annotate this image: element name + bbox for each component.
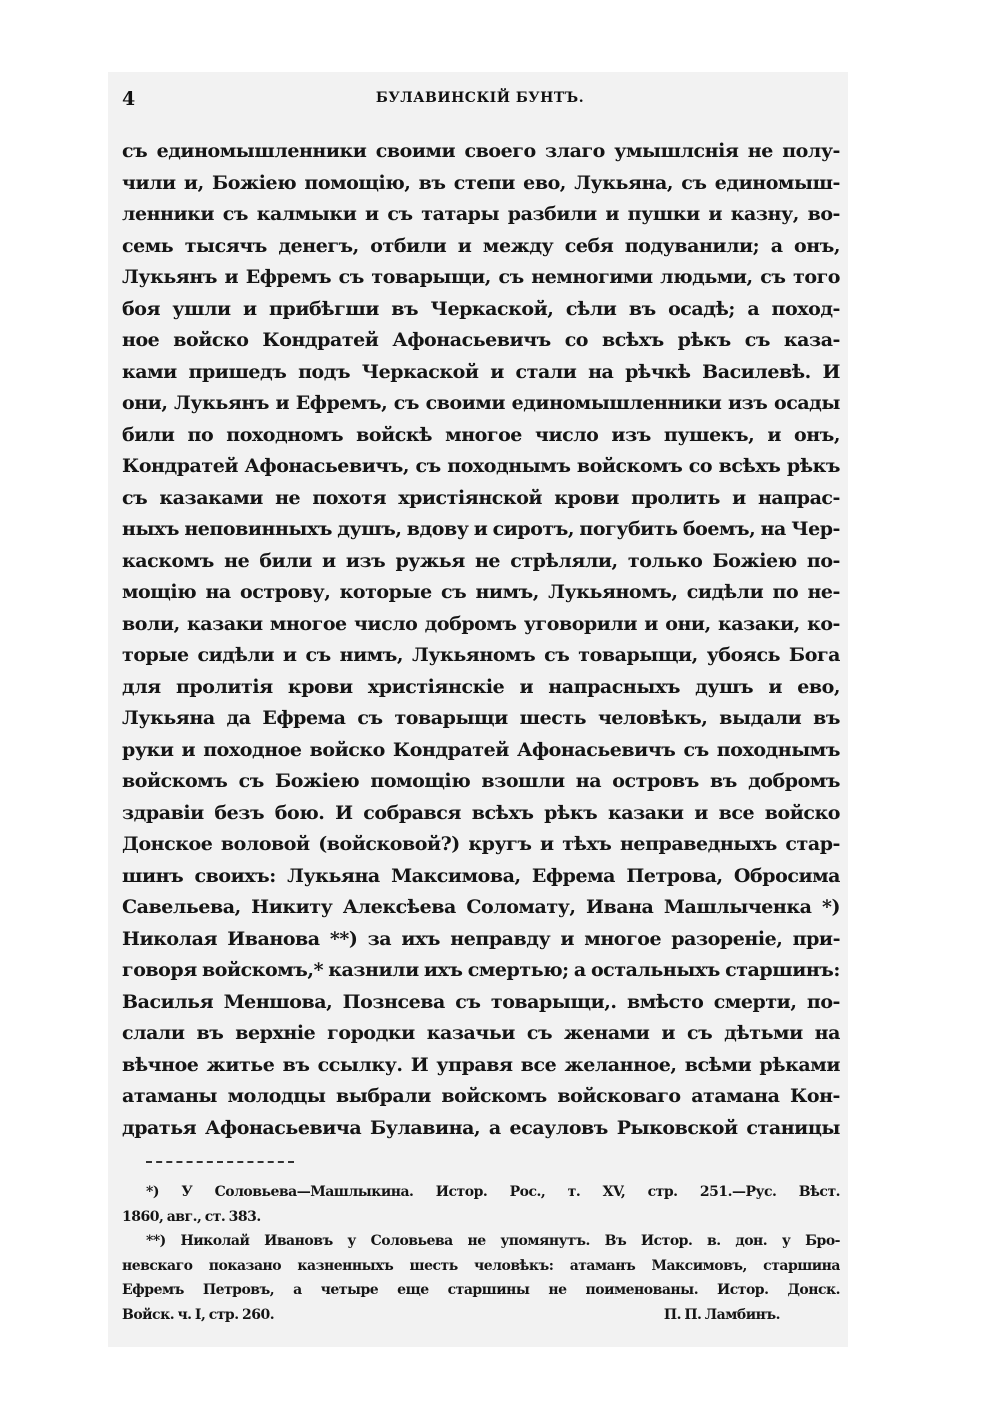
author-signature: П. П. Ламбинъ. xyxy=(663,1306,780,1323)
text-line: воли, казаки многое число добромъ уговорили и они, казаки, ко- xyxy=(122,612,840,635)
text-line: атаманы молодцы выбрали войскомъ войсковаго атамана Кон- xyxy=(122,1085,840,1107)
text-line: ками пришедъ подъ Черкаской и стали на рѣчкѣ Василевѣ. И xyxy=(122,360,840,383)
text-line: Василья Меншова, Познсева съ товарыщи,. вмѣсто смерти, по- xyxy=(122,990,840,1013)
text-line: семь тысячъ денегъ, отбили и между себя подуванили; а онъ, xyxy=(122,234,840,257)
footnote-2-line: Ефремъ Петровъ, а четыре еще старшины не поименованы. Истор. Донск. xyxy=(122,1282,840,1298)
text-line: Лукьянъ и Ефремъ съ товарыщи, съ немногими людьми, съ того xyxy=(122,266,840,288)
footnote-1-line: 1860, авг., ст. 383. xyxy=(122,1208,261,1225)
text-line: каскомъ не били и изъ ружья не стрѣляли, только Божіею по- xyxy=(122,549,840,572)
footnote-2-last-line xyxy=(122,1303,840,1328)
text-line: Савельева, Никиту Алексѣева Соломату, Ивана Машлыченка *) xyxy=(122,896,840,918)
running-title: БУЛАВИНСКІЙ БУНТЪ. xyxy=(375,90,585,106)
text-line: они, Лукьянъ и Ефремъ, съ своими единомышленники изъ осады xyxy=(122,392,840,414)
footnote-2-line: Войск. ч. I, стр. 260. xyxy=(122,1306,275,1323)
footnotes xyxy=(122,1180,840,1327)
text-line: вѣчное житье въ ссылку. И управя все желанное, всѣми рѣками xyxy=(122,1053,840,1076)
text-line: били по походномъ войскѣ многое число изъ пушекъ, и онъ, xyxy=(122,423,840,446)
footnote-2-line: **) Николай Ивановъ у Соловьева не упомянутъ. Въ Истор. в. дон. у Бро- xyxy=(146,1233,840,1249)
text-line: ное войско Кондратей Афонасьевичъ со всѣхъ рѣкъ съ каза- xyxy=(122,329,840,351)
text-line: дратья Афонасьевича Булавина, а есауловъ Рыковской станицы xyxy=(122,1116,840,1139)
text-line: съ единомышленники своими своего злаго умышлснія не полу- xyxy=(122,140,840,162)
text-line: Лукьяна да Ефрема съ товарыщи шесть человѣкъ, выдали въ xyxy=(122,707,840,729)
text-line: съ казаками не похотя христіянской крови пролить и напрас- xyxy=(122,486,840,509)
text-line: руки и походное войско Кондратей Афонасьевичъ съ походнымъ xyxy=(122,738,840,761)
footnote-2-line: невскаго показано казненныхъ шесть человѣкъ: атаманъ Максимовъ, старшина xyxy=(122,1257,840,1274)
body-text xyxy=(122,136,840,1144)
text-line: ныхъ неповинныхъ душъ, вдову и сиротъ, погубить боемъ, на Чер- xyxy=(122,518,840,540)
text-line: здравіи безъ бою. И собрався всѣхъ рѣкъ казаки и все войско xyxy=(122,801,840,824)
text-line: ленники съ калмыки и съ татары разбили и пушки и казну, во- xyxy=(122,203,840,225)
text-line: для пролитія крови христіянскіе и напрасныхъ душъ и ево, xyxy=(122,675,840,698)
text-line: Николая Иванова **) за ихъ неправду и многое разореніе, при- xyxy=(122,927,840,950)
text-line: шинъ своихъ: Лукьяна Максимова, Ефрема Петрова, Обросима xyxy=(122,864,840,887)
text-line: Донское воловой (войсковой?) кругъ и тѣхъ неправедныхъ стар- xyxy=(122,833,840,855)
footnote-1-line: *) У Соловьева—Машлыкина. Истор. Рос., т. XV, стр. 251.—Рус. Вѣст. xyxy=(146,1184,840,1200)
text-line: боя ушли и прибѣгши въ Черкаской, сѣли въ осадѣ; а поход- xyxy=(122,297,840,320)
page-header xyxy=(122,88,838,114)
page-number: 4 xyxy=(122,88,136,110)
text-line: войскомъ съ Божіею помощію взошли на островъ въ добромъ xyxy=(122,770,840,792)
text-line: слали въ верхніе городки казачьи съ женами и съ дѣтьми на xyxy=(122,1022,840,1044)
text-line: Кондратей Афонасьевичъ, съ походнымъ войскомъ со всѣхъ рѣкъ xyxy=(122,455,840,477)
text-line: торые сидѣли и съ нимъ, Лукьяномъ съ товарыщи, убоясь Бога xyxy=(122,644,840,666)
text-line: мощію на острову, которые съ нимъ, Лукьяномъ, сидѣли по не- xyxy=(122,581,840,603)
footnote-separator xyxy=(146,1161,294,1163)
text-line: говоря войскомъ,* казнили ихъ смертью; а остальныхъ старшинъ: xyxy=(122,959,840,981)
text-line: чили и, Божіею помощію, въ степи ево, Лукьяна, съ единомыш- xyxy=(122,171,840,194)
